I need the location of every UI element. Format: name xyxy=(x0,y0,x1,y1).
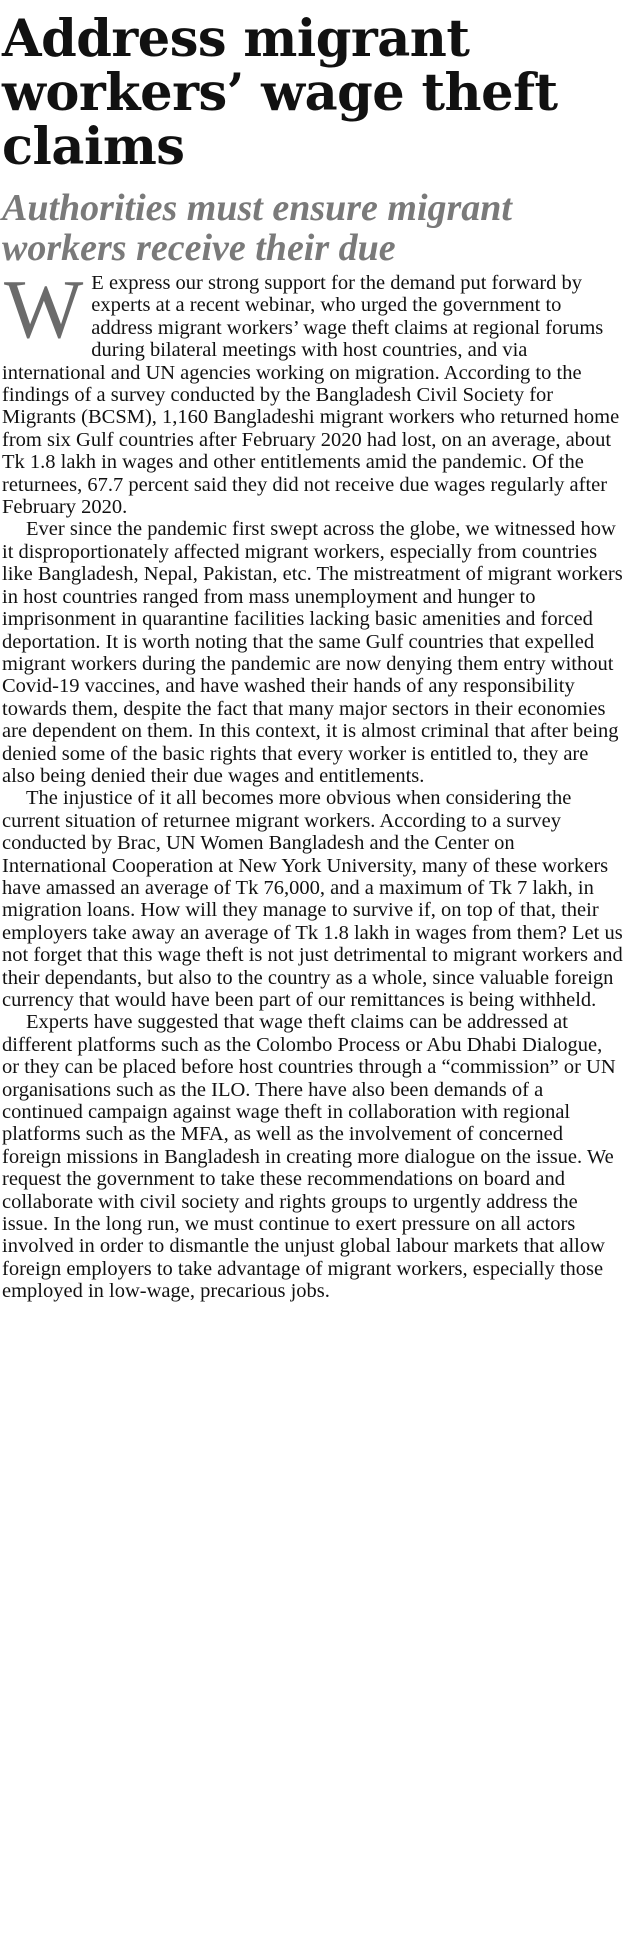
paragraph-2: Ever since the pandemic first swept across the globe, we witnessed how it disproportionately affected migrant workers, especially from countries like Bangladesh, Nepal, Pakistan, etc. The mistreatment of migrant workers in host countries ranged from mass unemployment and hunger to imprisonment in quarantine facilities lacking basic amenities and forced deportation. It is worth noting that the same Gulf countries that expelled migrant workers during the pandemic are now denying them entry without Covid-19 vaccines, and have washed their hands of any responsibility towards them, despite the fact that many major sectors in their economies are dependent on them. In this context, it is almost criminal that after being denied some of the basic rights that every worker is entitled to, they are also being denied their due wages and entitlements. xyxy=(2,518,623,787)
paragraph-4: Experts have suggested that wage theft claims can be addressed at different platforms such as the Colombo Process or Abu Dhabi Dialogue, or they can be placed before host countries through a “commission” or UN organisations such as the ILO. There have also been demands of a continued campaign against wage theft in collaboration with regional platforms such as the MFA, as well as the involvement of concerned foreign missions in Bangladesh in creating more dialogue on the issue. We request the government to take these recommendations on board and collaborate with civil society and rights groups to urgently address the issue. In the long run, we must continue to exert pressure on all actors involved in order to dismantle the unjust global labour markets that allow foreign employers to take advantage of migrant workers, especially those employed in low-wage, precarious jobs. xyxy=(2,1011,616,1303)
subheadline: Authorities must ensure migrant workers receive their due xyxy=(2,187,512,269)
headline: Address migrant workers’ wage theft claims xyxy=(2,9,558,177)
paragraph-1-text: E express our strong support for the demand put forward by experts at a recent webinar, who urged the government to address migrant workers’ wage theft claims at regional forums during bilateral meetings with host countries, and via international and UN agencies working on migration. According to the findings of a survey conducted by the Bangladesh Civil Society for Migrants (BCSM), 1,160 Bangladeshi migrant workers who returned home from six Gulf countries after February 2020 had lost, on an average, about Tk 1.8 lakh in wages and other entitlements amid the pandemic. Of the returnees, 67.7 percent said they did not receive due wages regularly after February 2020. xyxy=(2,272,620,519)
article-body xyxy=(2,263,623,1303)
drop-cap: W xyxy=(4,263,84,356)
paragraph-3: The injustice of it all becomes more obvious when considering the current situation of returnee migrant workers. According to a survey conducted by Brac, UN Women Bangladesh and the Center on International Cooperation at New York University, many of these workers have amassed an average of Tk 76,000, and a maximum of Tk 7 lakh, in migration loans. How will they manage to survive if, on top of that, their employers take away an average of Tk 1.8 lakh in wages from them? Let us not forget that this wage theft is not just detrimental to migrant workers and their dependants, but also to the country as a whole, since valuable foreign currency that would have been part of our remittances is being withheld. xyxy=(2,787,623,1011)
paragraph-1 xyxy=(2,263,623,519)
editorial-page xyxy=(0,9,629,1951)
